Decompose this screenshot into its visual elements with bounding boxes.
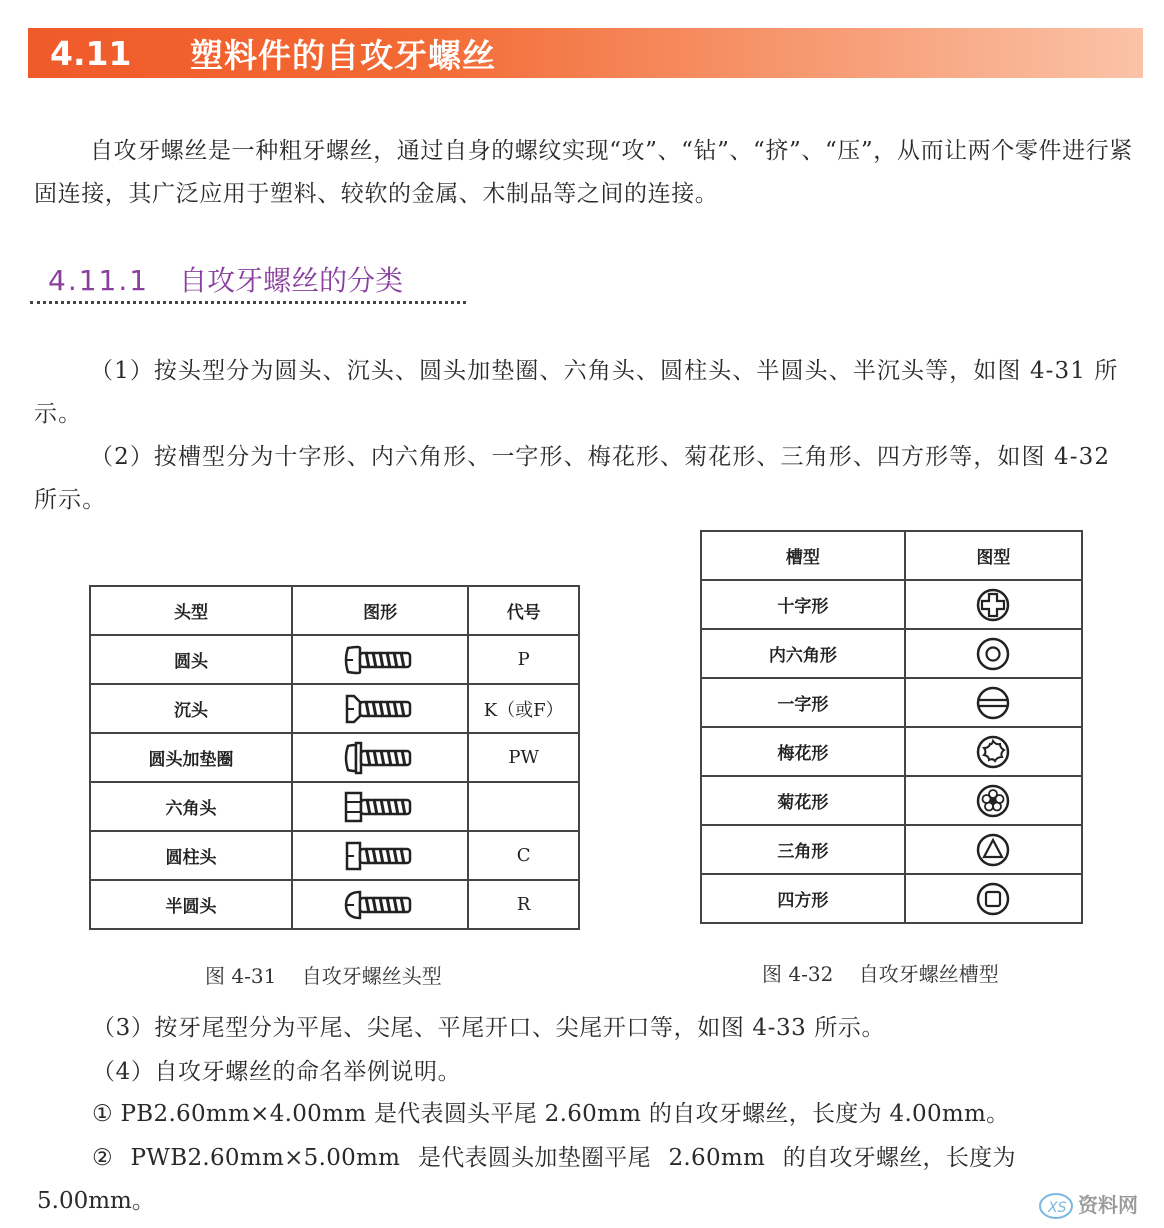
watermark-text: 资料网 xyxy=(1078,1193,1138,1217)
slot-type-name: 梅花形 xyxy=(701,727,905,776)
naming-example-1: ① PB2.60mm×4.00mm 是代表圆头平尾 2.60mm 的自攻牙螺丝，长度为 4.00mm。 xyxy=(92,1101,1010,1127)
section-banner xyxy=(28,28,1143,78)
banner-number: 4.11 xyxy=(50,33,132,73)
slot-type-paragraph: （2）按槽型分为十字形、内六角形、一字形、梅花形、菊花形、三角形、四方形等，如图 4-32 所示。 xyxy=(34,444,1111,513)
banner-title: 塑料件的自攻牙螺丝 xyxy=(190,35,496,75)
table-row xyxy=(701,874,1082,923)
subsection-heading xyxy=(48,259,403,299)
naming-paragraph: （4）自攻牙螺丝的命名举例说明。 xyxy=(92,1059,462,1085)
tail-type-paragraph: （3）按牙尾型分为平尾、尖尾、平尾开口、尖尾开口等，如图 4-33 所示。 xyxy=(92,1015,886,1041)
header-cell: 图形 xyxy=(292,586,468,635)
slot-type-name: 四方形 xyxy=(701,874,905,923)
head-type-name: 半圆头 xyxy=(90,880,292,929)
hex-head-screw-icon xyxy=(292,782,468,831)
table-row xyxy=(701,727,1082,776)
subsection-number: 4.11.1 xyxy=(48,264,150,297)
header-cell: 槽型 xyxy=(701,531,905,580)
round-head-screw-icon xyxy=(292,635,468,684)
hex-socket-slot-icon xyxy=(905,629,1082,678)
head-type-code: K（或F） xyxy=(468,684,579,733)
square-slot-icon xyxy=(905,874,1082,923)
naming-example-2: ② PWB2.60mm×5.00mm 是代表圆头加垫圈平尾 2.60mm 的自攻牙螺丝，长度为 xyxy=(92,1145,1016,1171)
head-type-code: P xyxy=(468,635,579,684)
intro-paragraph: 自攻牙螺丝是一种粗牙螺丝，通过自身的螺纹实现“攻”、“钻”、“挤”、“压”，从而让两个零件进行紧固连接，其广泛应用于塑料、较软的金属、木制品等之间的连接。 xyxy=(34,138,1133,207)
svg-text:XS: XS xyxy=(1048,1200,1067,1216)
figure-caption-4-31: 图 4-31 自攻牙螺丝头型 xyxy=(205,964,442,988)
slot-type-table xyxy=(700,530,1083,924)
figure-caption-4-32: 图 4-32 自攻牙螺丝槽型 xyxy=(762,962,999,986)
slot-type-name: 十字形 xyxy=(701,580,905,629)
subsection-title: 自攻牙螺丝的分类 xyxy=(179,264,404,297)
head-type-name: 沉头 xyxy=(90,684,292,733)
head-type-name: 圆头加垫圈 xyxy=(90,733,292,782)
table-row xyxy=(701,580,1082,629)
table-row xyxy=(701,825,1082,874)
header-cell: 头型 xyxy=(90,586,292,635)
head-type-code: C xyxy=(468,831,579,880)
table-row xyxy=(90,635,579,684)
head-type-code: PW xyxy=(468,733,579,782)
watermark-logo xyxy=(1038,1186,1158,1224)
slot-type-name: 内六角形 xyxy=(701,629,905,678)
header-cell: 图型 xyxy=(905,531,1082,580)
dotted-divider xyxy=(30,301,466,304)
table-row xyxy=(90,831,579,880)
table-row xyxy=(701,776,1082,825)
countersunk-head-screw-icon xyxy=(292,684,468,733)
straight-slot-icon xyxy=(905,678,1082,727)
table-row xyxy=(701,678,1082,727)
triangle-slot-icon xyxy=(905,825,1082,874)
cross-slot-icon xyxy=(905,580,1082,629)
head-type-paragraph: （1）按头型分为圆头、沉头、圆头加垫圈、六角头、圆柱头、半圆头、半沉头等，如图 4-31 所示。 xyxy=(34,358,1119,427)
table-row xyxy=(90,880,579,929)
header-cell: 代号 xyxy=(468,586,579,635)
head-type-code xyxy=(468,782,579,831)
half-round-head-screw-icon xyxy=(292,880,468,929)
naming-example-2-end: 5.00mm。 xyxy=(37,1188,155,1214)
table-row xyxy=(90,684,579,733)
head-type-table xyxy=(89,585,580,930)
head-type-code: R xyxy=(468,880,579,929)
table-row xyxy=(701,629,1082,678)
slot-type-name: 三角形 xyxy=(701,825,905,874)
washer-head-screw-icon xyxy=(292,733,468,782)
table-row xyxy=(90,733,579,782)
head-type-name: 圆头 xyxy=(90,635,292,684)
slot-type-name: 菊花形 xyxy=(701,776,905,825)
table-header-row xyxy=(90,586,579,635)
slot-type-name: 一字形 xyxy=(701,678,905,727)
head-type-name: 圆柱头 xyxy=(90,831,292,880)
table-row xyxy=(90,782,579,831)
head-type-name: 六角头 xyxy=(90,782,292,831)
table-header-row xyxy=(701,531,1082,580)
cylinder-head-screw-icon xyxy=(292,831,468,880)
chrysanthemum-slot-icon xyxy=(905,776,1082,825)
torx-slot-icon xyxy=(905,727,1082,776)
